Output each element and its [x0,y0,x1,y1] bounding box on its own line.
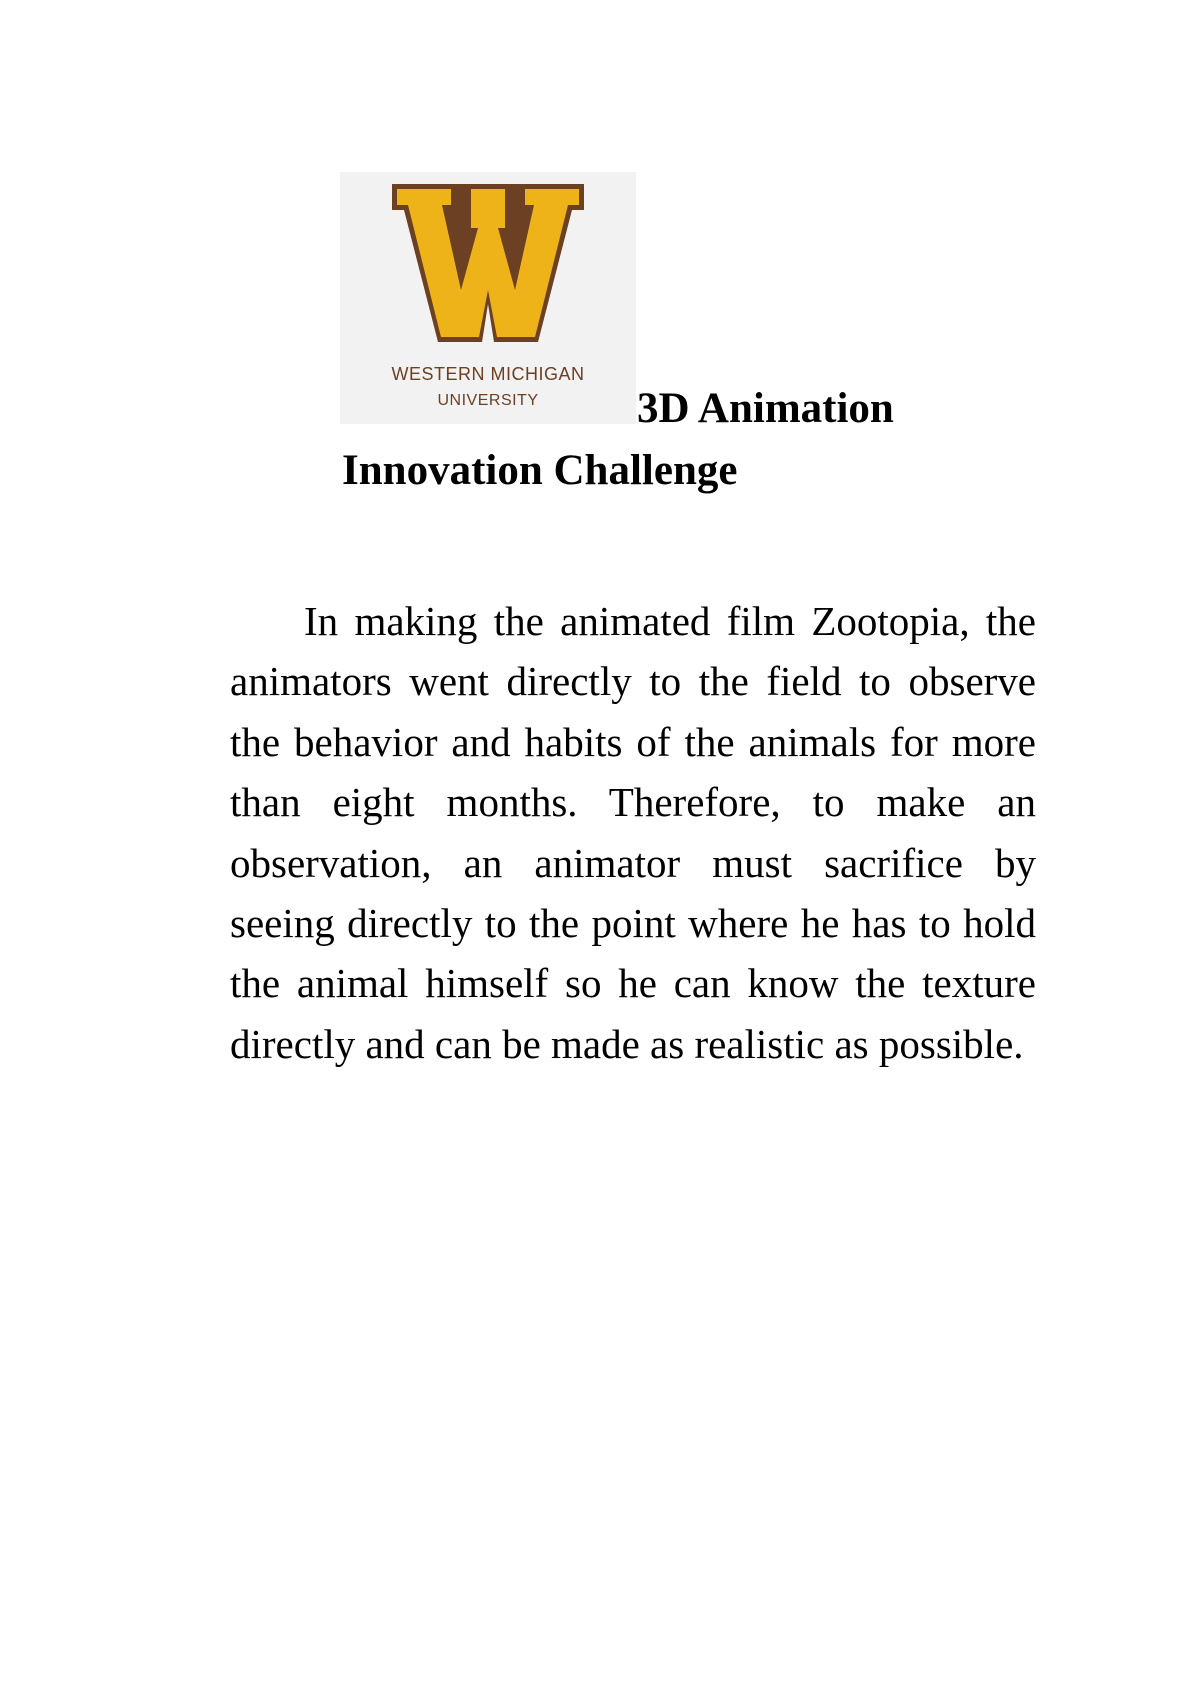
title-line-2: Innovation Challenge [342,447,738,494]
logo-name-line-2: UNIVERSITY [437,392,539,409]
w-logo-icon [340,172,636,424]
logo-name-line-1: WESTERN MICHIGAN [391,364,585,384]
w-letter-fill [397,189,579,337]
title-line-1: 3D Animation [637,385,894,432]
university-logo [340,172,636,424]
body-paragraph: In making the animated film Zootopia, the animators went directly to the field to observe the behavior and habits of the animals for more than eight months. Therefore, to make an observation, an animator must sacrifice by seeing directly to the point where he has to hold the animal himself so he can know the texture directly and can be made as realistic as possible. [230,598,1036,1067]
